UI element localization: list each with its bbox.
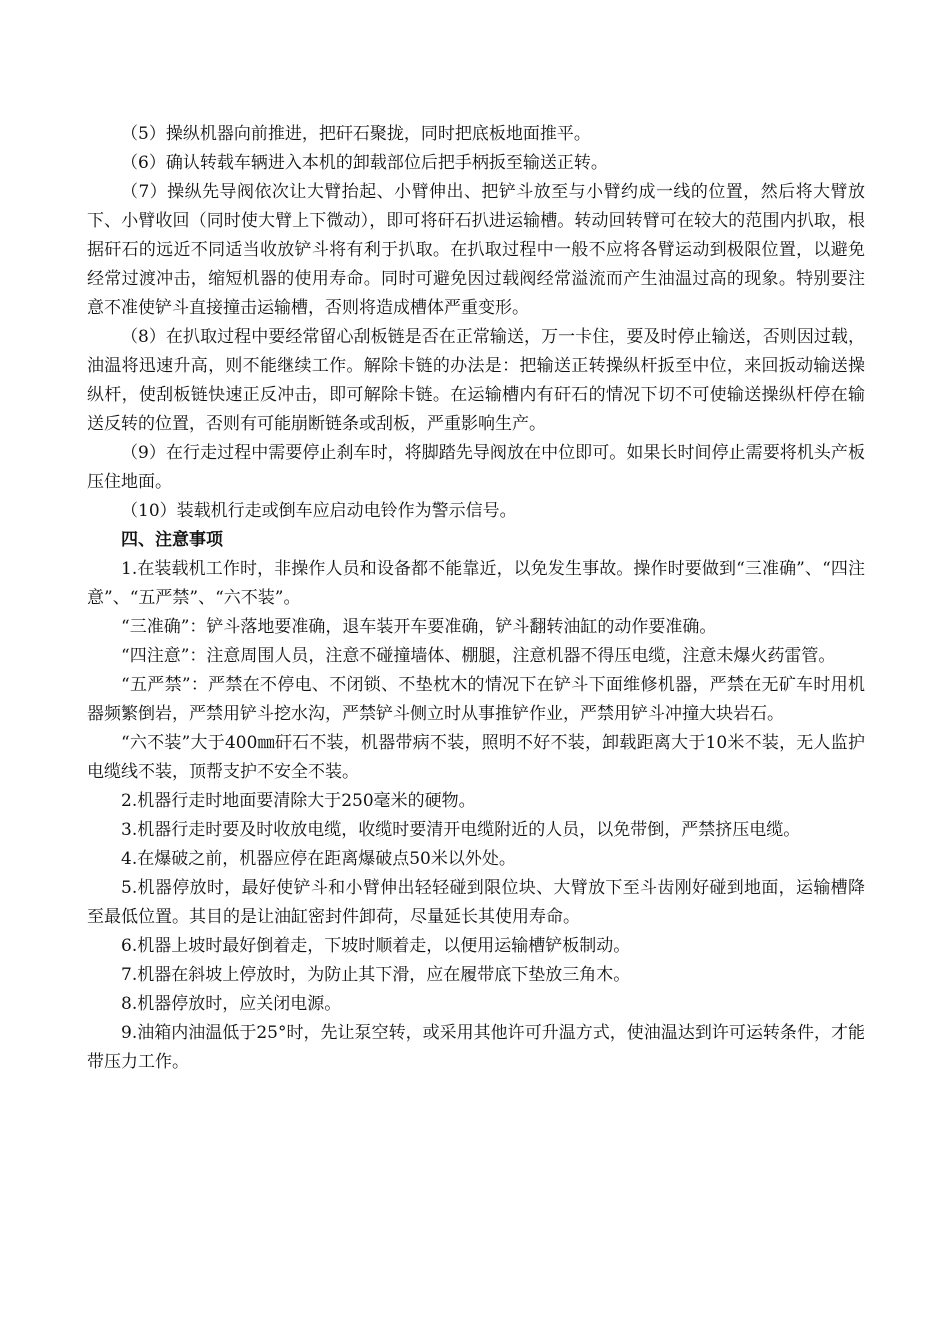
note-6: 6.机器上坡时最好倒着走，下坡时顺着走，以便用运输槽铲板制动。: [121, 936, 631, 956]
section-heading-notes: 四、注意事项: [121, 530, 223, 550]
paragraph-step-7: （7）操纵先导阀依次让大臂抬起、小臂伸出、把铲斗放至与小臂约成一线的位置，然后将大臂放下、小臂收回（同时使大臂上下微动），即可将矸石扒进运输槽。转动回转臂可在较大的范围内扒取，根据矸石的远近不同适当收放铲斗将有利于扒取。在扒取过程中一般不应将各臂运动到极限位置，以避免经常过渡冲击，缩短机器的使用寿命。同时可避免因过载阀经常溢流而产生油温过高的现象。特别要注意不准使铲斗直接撞击运输槽，否则将造成槽体严重变形。: [87, 182, 865, 318]
paragraph-step-9: （9）在行走过程中需要停止刹车时，将脚踏先导阀放在中位即可。如果长时间停止需要将机头产板压住地面。: [87, 443, 865, 492]
document-page: [87, 120, 865, 1077]
note-2: 2.机器行走时地面要清除大于250毫米的硬物。: [121, 791, 476, 811]
note-1-four-attentions: “四注意”：注意周围人员，注意不碰撞墙体、棚腿，注意机器不得压电缆，注意未爆火药雷管。: [121, 646, 836, 666]
paragraph-step-6: （6）确认转载车辆进入本机的卸载部位后把手柄扳至输送正转。: [121, 153, 608, 173]
paragraph-step-10: （10）装载机行走或倒车应启动电铃作为警示信号。: [121, 501, 517, 521]
note-9: 9.油箱内油温低于25°时，先让泵空转，或采用其他许可升温方式，使油温达到许可运转条件，才能带压力工作。: [87, 1023, 865, 1072]
note-7: 7.机器在斜坡上停放时，为防止其下滑，应在履带底下垫放三角木。: [121, 965, 631, 985]
note-8: 8.机器停放时，应关闭电源。: [121, 994, 342, 1014]
paragraph-step-8: （8）在扒取过程中要经常留心刮板链是否在正常输送，万一卡住，要及时停止输送，否则因过载，油温将迅速升高，则不能继续工作。解除卡链的办法是：把输送正转操纵杆扳至中位，来回扳动输送操纵杆，使刮板链快速正反冲击，即可解除卡链。在运输槽内有矸石的情况下切不可使输送操纵杆停在输送反转的位置，否则有可能崩断链条或刮板，严重影响生产。: [87, 327, 865, 434]
note-1-six-no-loads: “六不装”大于400㎜矸石不装，机器带病不装，照明不好不装，卸载距离大于10米不装，无人监护电缆线不装，顶帮支护不安全不装。: [87, 733, 865, 782]
note-1-five-prohibitions: “五严禁”：严禁在不停电、不闭锁、不垫枕木的情况下在铲斗下面维修机器，严禁在无矿车时用机器频繁倒岩，严禁用铲斗挖水沟，严禁铲斗侧立时从事推铲作业，严禁用铲斗冲撞大块岩石。: [87, 675, 865, 724]
note-3: 3.机器行走时要及时收放电缆，收缆时要清开电缆附近的人员，以免带倒，严禁挤压电缆。: [121, 820, 801, 840]
note-1-three-accuracies: “三准确”：铲斗落地要准确，退车装开车要准确，铲斗翻转油缸的动作要准确。: [121, 617, 717, 637]
note-1: 1.在装载机工作时，非操作人员和设备都不能靠近，以免发生事故。操作时要做到“三准确”、“四注意”、“五严禁”、“六不装”。: [87, 559, 865, 608]
note-4: 4.在爆破之前，机器应停在距离爆破点50米以外处。: [121, 849, 516, 869]
paragraph-step-5: （5）操纵机器向前推进，把矸石聚拢，同时把底板地面推平。: [121, 124, 591, 144]
note-5: 5.机器停放时，最好使铲斗和小臂伸出轻轻碰到限位块、大臂放下至斗齿刚好碰到地面，运输槽降至最低位置。其目的是让油缸密封件卸荷，尽量延长其使用寿命。: [87, 878, 865, 927]
